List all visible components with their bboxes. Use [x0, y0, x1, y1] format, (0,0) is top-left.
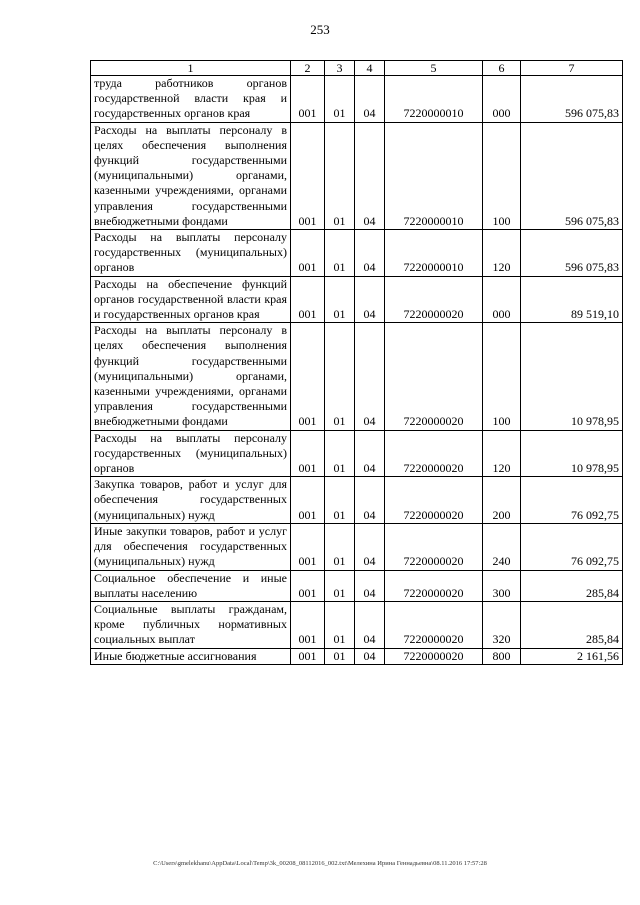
expense-name-cell: Иные бюджетные ассигнования: [91, 648, 291, 664]
subsection-cell: 04: [355, 276, 385, 323]
expense-name-cell: Расходы на выплаты персоналу государственных (муниципальных) органов: [91, 230, 291, 277]
subsection-cell: 04: [355, 230, 385, 277]
table-row: [91, 648, 623, 664]
target-article-cell: 7220000020: [385, 648, 483, 664]
subsection-cell: 04: [355, 570, 385, 601]
table-row: [91, 477, 623, 524]
expense-type-cell: 800: [483, 648, 521, 664]
budget-table: [90, 60, 623, 665]
expense-name-cell: Социальные выплаты гражданам, кроме публичных нормативных социальных выплат: [91, 601, 291, 648]
amount-cell: 10 978,95: [521, 430, 623, 477]
subsection-cell: 04: [355, 76, 385, 123]
amount-cell: 76 092,75: [521, 477, 623, 524]
admin-code-cell: 001: [291, 230, 325, 277]
expense-type-cell: 100: [483, 122, 521, 229]
expense-name-cell: Закупка товаров, работ и услуг для обеспечения государственных (муниципальных) нужд: [91, 477, 291, 524]
header-col-2: 2: [291, 61, 325, 76]
table-row: [91, 523, 623, 570]
section-cell: 01: [325, 323, 355, 430]
admin-code-cell: 001: [291, 570, 325, 601]
target-article-cell: 7220000020: [385, 276, 483, 323]
expense-type-cell: 100: [483, 323, 521, 430]
admin-code-cell: 001: [291, 323, 325, 430]
target-article-cell: 7220000010: [385, 76, 483, 123]
expense-name-cell: Расходы на выплаты персоналу в целях обеспечения выполнения функций государственными (муниципальными) органами, казенными учреждениями, органами управления государственными внебюджетными фондами: [91, 122, 291, 229]
expense-name-cell: Расходы на обеспечение функций органов государственной власти края и государственных органов края: [91, 276, 291, 323]
section-cell: 01: [325, 648, 355, 664]
header-col-1: 1: [91, 61, 291, 76]
amount-cell: 285,84: [521, 570, 623, 601]
admin-code-cell: 001: [291, 523, 325, 570]
amount-cell: 285,84: [521, 601, 623, 648]
admin-code-cell: 001: [291, 76, 325, 123]
expense-type-cell: 120: [483, 230, 521, 277]
header-col-3: 3: [325, 61, 355, 76]
expense-type-cell: 240: [483, 523, 521, 570]
target-article-cell: 7220000020: [385, 430, 483, 477]
section-cell: 01: [325, 477, 355, 524]
table-row: [91, 601, 623, 648]
expense-type-cell: 300: [483, 570, 521, 601]
table-row: [91, 122, 623, 229]
page-number: 253: [310, 22, 330, 37]
admin-code-cell: 001: [291, 477, 325, 524]
target-article-cell: 7220000020: [385, 570, 483, 601]
section-cell: 01: [325, 230, 355, 277]
section-cell: 01: [325, 430, 355, 477]
admin-code-cell: 001: [291, 122, 325, 229]
expense-name-cell: Расходы на выплаты персоналу в целях обеспечения выполнения функций государственными (муниципальными) органами, казенными учреждениями, органами управления государственными внебюджетными фондами: [91, 323, 291, 430]
target-article-cell: 7220000010: [385, 122, 483, 229]
subsection-cell: 04: [355, 601, 385, 648]
expense-type-cell: 000: [483, 276, 521, 323]
table-row: [91, 276, 623, 323]
amount-cell: 89 519,10: [521, 276, 623, 323]
expense-type-cell: 200: [483, 477, 521, 524]
header-row: [91, 61, 623, 76]
header-col-7: 7: [521, 61, 623, 76]
admin-code-cell: 001: [291, 648, 325, 664]
amount-cell: 596 075,83: [521, 122, 623, 229]
table-row: [91, 230, 623, 277]
expense-type-cell: 000: [483, 76, 521, 123]
section-cell: 01: [325, 570, 355, 601]
table-row: [91, 76, 623, 123]
expense-name-cell: труда работников органов государственной власти края и государственных органов края: [91, 76, 291, 123]
subsection-cell: 04: [355, 523, 385, 570]
target-article-cell: 7220000020: [385, 477, 483, 524]
subsection-cell: 04: [355, 648, 385, 664]
amount-cell: 10 978,95: [521, 323, 623, 430]
table-row: [91, 323, 623, 430]
section-cell: 01: [325, 76, 355, 123]
section-cell: 01: [325, 122, 355, 229]
header-col-5: 5: [385, 61, 483, 76]
expense-name-cell: Иные закупки товаров, работ и услуг для обеспечения государственных (муниципальных) нужд: [91, 523, 291, 570]
subsection-cell: 04: [355, 430, 385, 477]
subsection-cell: 04: [355, 323, 385, 430]
expense-name-cell: Социальное обеспечение и иные выплаты населению: [91, 570, 291, 601]
target-article-cell: 7220000020: [385, 323, 483, 430]
table-row: [91, 570, 623, 601]
admin-code-cell: 001: [291, 430, 325, 477]
section-cell: 01: [325, 276, 355, 323]
target-article-cell: 7220000010: [385, 230, 483, 277]
amount-cell: 596 075,83: [521, 76, 623, 123]
admin-code-cell: 001: [291, 276, 325, 323]
section-cell: 01: [325, 601, 355, 648]
target-article-cell: 7220000020: [385, 601, 483, 648]
amount-cell: 2 161,56: [521, 648, 623, 664]
header-col-4: 4: [355, 61, 385, 76]
table-row: [91, 430, 623, 477]
subsection-cell: 04: [355, 477, 385, 524]
target-article-cell: 7220000020: [385, 523, 483, 570]
section-cell: 01: [325, 523, 355, 570]
admin-code-cell: 001: [291, 601, 325, 648]
expense-type-cell: 120: [483, 430, 521, 477]
expense-name-cell: Расходы на выплаты персоналу государственных (муниципальных) органов: [91, 430, 291, 477]
expense-type-cell: 320: [483, 601, 521, 648]
file-path-footer: C:\Users\gmelekhanu\AppData\Local\Temp\3k_00208_08112016_002.txt\Мелехина Ирина Геннадьевна\08.11.2016 17:57:28: [153, 860, 487, 867]
subsection-cell: 04: [355, 122, 385, 229]
amount-cell: 596 075,83: [521, 230, 623, 277]
amount-cell: 76 092,75: [521, 523, 623, 570]
header-col-6: 6: [483, 61, 521, 76]
